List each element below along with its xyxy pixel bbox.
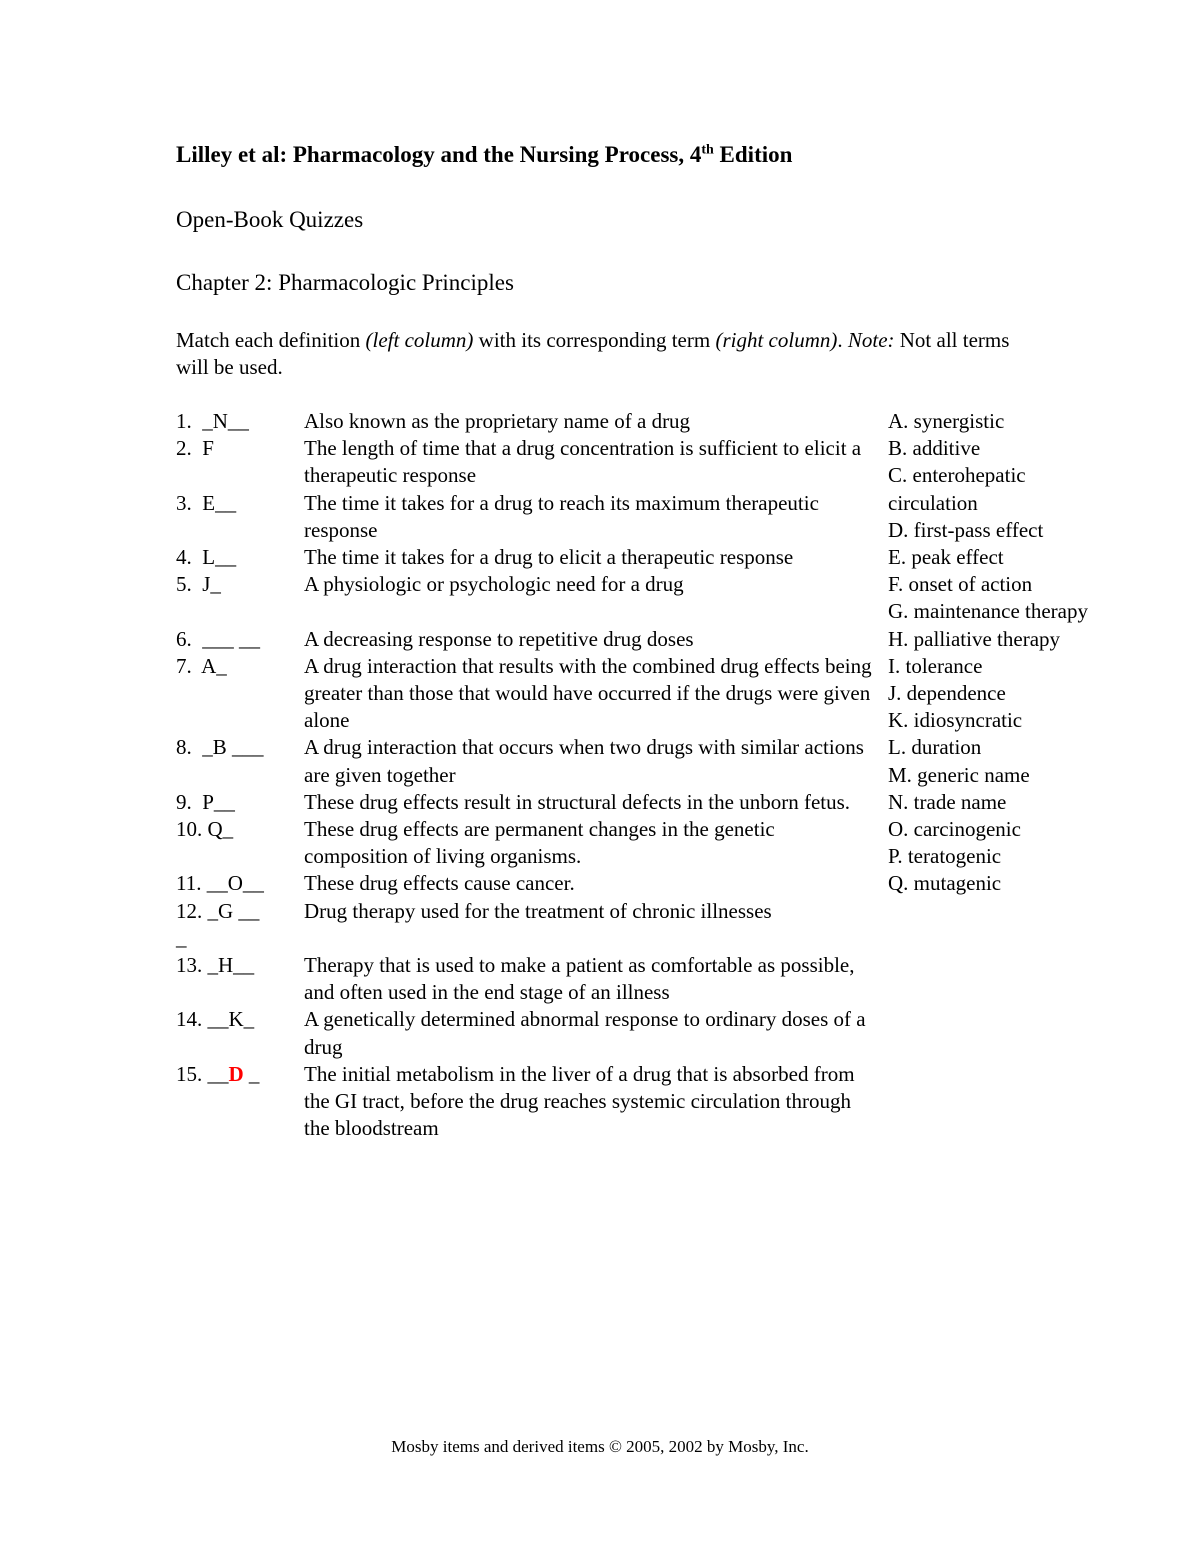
term-item: L. duration [888, 735, 982, 760]
instructions-note-label: Note: [847, 328, 895, 352]
document-title [176, 142, 792, 168]
term-item: K. idiosyncratic [888, 708, 1023, 733]
question-row [176, 544, 874, 571]
question-row [176, 952, 874, 1006]
question-row [176, 816, 874, 870]
question-definition: These drug effects cause cancer. [304, 871, 575, 896]
question-number [176, 1061, 304, 1143]
term-item: B. additive [888, 436, 981, 461]
term-item: P. teratogenic [888, 844, 1002, 869]
question-number: 4. L__ [176, 545, 237, 570]
question-row [176, 490, 874, 544]
question-number: 12. _G __ _ [176, 898, 260, 950]
question-number: 8. _B ___ [176, 735, 264, 760]
instructions-left-column: (left column) [365, 328, 474, 352]
instructions-right-column: (right column) [715, 328, 838, 352]
question-number: 2. F [176, 436, 214, 461]
document-subtitle: Open-Book Quizzes [176, 207, 364, 232]
question-number: 5. J_ [176, 572, 221, 597]
instructions-part-1: Match each definition [176, 328, 366, 352]
question-definition: A decreasing response to repetitive drug doses [304, 626, 694, 651]
question-definition: A genetically determined abnormal response to ordinary doses of a drug [304, 1007, 866, 1059]
question-number: 1. _N__ [176, 409, 249, 433]
question-row [176, 898, 874, 952]
question-number: 6. ___ __ [176, 626, 260, 651]
term-item: D. first-pass effect [888, 517, 1044, 542]
question-definition: A physiologic or psychologic need for a drug [304, 572, 684, 597]
question-definition: The time it takes for a drug to elicit a therapeutic response [304, 545, 794, 570]
question-number-prefix: 15. __ [176, 1061, 229, 1086]
term-item: N. trade name [888, 789, 1007, 814]
title-edition: Edition [713, 142, 793, 167]
term-item: G. maintenance therapy [888, 599, 1088, 624]
question-definition: The time it takes for a drug to reach its maximum therapeutic response [304, 490, 819, 542]
question-definition: These drug effects result in structural defects in the unborn fetus. [304, 789, 851, 814]
question-definition: A drug interaction that results with the combined drug effects being greater than those that would have occurred if the drugs were given alone [304, 653, 872, 733]
instructions-part-3: . [837, 328, 848, 352]
question-definition: The initial metabolism in the liver of a drug that is absorbed from the GI tract, before the drug reaches systemic circulation through the bloodstream [304, 1061, 855, 1141]
term-item: J. dependence [888, 681, 1006, 706]
question-definition: Therapy that is used to make a patient as comfortable as possible, and often used in the end stage of an illness [304, 953, 855, 1005]
question-definition: The length of time that a drug concentration is sufficient to elicit a therapeutic response [304, 436, 862, 488]
term-item: H. palliative therapy [888, 626, 1061, 651]
question-definition: Also known as the proprietary name of a drug [304, 409, 691, 433]
term-item: C. enterohepatic circulation [888, 463, 1026, 515]
term-item: Q. mutagenic [888, 871, 1002, 896]
question-row [176, 435, 874, 489]
questions-list [176, 408, 874, 1142]
term-item: I. tolerance [888, 653, 983, 678]
copyright-footer: Mosby items and derived items © 2005, 2002 by Mosby, Inc. [391, 1437, 809, 1456]
question-definition: A drug interaction that occurs when two drugs with similar actions are given together [304, 735, 864, 787]
question-number-suffix: _ [243, 1061, 260, 1086]
question-row [176, 870, 874, 897]
instructions-part-4: Not all terms will be used. [176, 328, 1010, 379]
question-row [176, 1006, 874, 1060]
term-item: F. onset of action [888, 572, 1033, 597]
question-number: 11. __O__ [176, 871, 264, 896]
title-text: Lilley et al: Pharmacology and the Nursing Process, 4 [176, 142, 702, 167]
question-row [176, 1061, 874, 1143]
question-number: 10. Q_ [176, 817, 234, 842]
term-item: M. generic name [888, 762, 1030, 787]
terms-list [888, 408, 1088, 898]
term-item: A. synergistic [888, 409, 1005, 433]
question-row [176, 734, 874, 788]
question-number: 9. P__ [176, 789, 235, 814]
question-row [176, 626, 874, 653]
chapter-heading: Chapter 2: Pharmacologic Principles [176, 270, 514, 295]
instructions [176, 327, 1036, 381]
question-number: 7. A_ [176, 653, 227, 678]
question-row [176, 571, 874, 598]
instructions-part-2: with its corresponding term [473, 328, 716, 352]
term-item: O. carcinogenic [888, 817, 1021, 842]
question-definition: These drug effects are permanent changes in the genetic composition of living organisms. [304, 817, 775, 869]
question-number: 3. E__ [176, 490, 237, 515]
question-row [176, 408, 874, 435]
term-item: E. peak effect [888, 545, 1004, 570]
question-number: 13. _H__ [176, 953, 255, 978]
answer-highlight: D [228, 1061, 244, 1086]
question-row [176, 653, 874, 735]
question-definition: Drug therapy used for the treatment of chronic illnesses [304, 898, 772, 923]
title-superscript: th [701, 142, 714, 158]
question-number: 14. __K_ [176, 1007, 255, 1032]
question-row [176, 789, 874, 816]
